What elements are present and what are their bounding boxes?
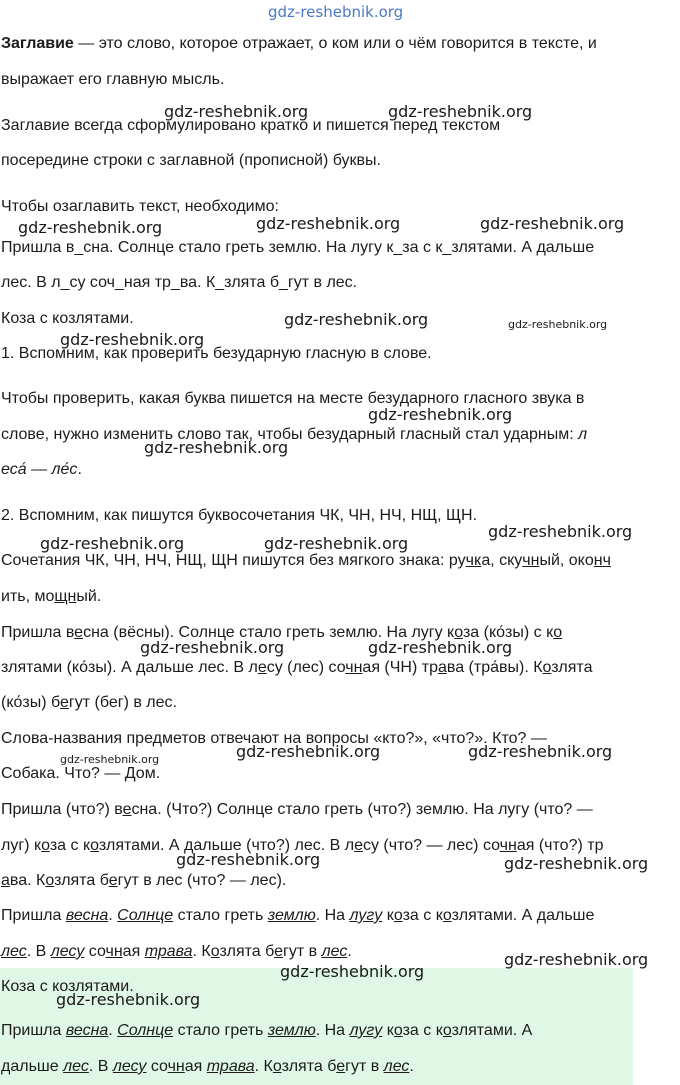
watermark: gdz-reshebnik.org [60,330,205,349]
final-text-line-2: дальше лес. В лесу сочная трава. Козлята бегут в лес. [1,1058,414,1075]
step-1-example: еса́ — ле́с. [1,461,82,478]
exercise-text-line-1: Пришла в_сна. Солнце стало греть землю. На лугу к_за с к_злятами. А дальше [1,239,595,256]
checked-text-line-2: злятами (ко́зы). А дальше лес. В лесу (лес) сочная (ЧН) трава (тра́вы). Козлята [1,659,593,676]
final-text-line-1: Пришла весна. Солнце стало греть землю. На лугу коза с козлятами. А [1,1022,533,1039]
watermark: gdz-reshebnik.org [480,214,625,233]
watermark: gdz-reshebnik.org [504,950,649,969]
final-title: Коза с козлятами. [1,978,134,995]
watermark: gdz-reshebnik.org [176,850,321,869]
watermark: gdz-reshebnik.org [40,534,185,553]
watermark: gdz-reshebnik.org [388,102,533,121]
questions-text-line-3: ава. Козлята бегут в лес (что? — лес). [1,872,287,889]
task-intro: Чтобы озаглавить текст, необходимо: [1,198,279,215]
watermark: gdz-reshebnik.org [256,214,401,233]
nouns-rule-line-2: Собака. Что? — Дом. [1,765,161,782]
watermark: gdz-reshebnik.org [280,962,425,981]
watermark: gdz-reshebnik.org [284,310,429,329]
rule-line-2: посередине строки с заглавной (прописной) буквы. [1,152,381,169]
questions-text-line-1: Пришла (что?) весна. (Что?) Солнце стало греть (что?) землю. На лугу (что? — [1,801,593,818]
watermark-small: gdz-reshebnik.org [60,753,160,766]
marked-text-line-2: лес. В лесу сочная трава. Козлята бегут в лес. [1,943,352,960]
watermark: gdz-reshebnik.org [140,638,285,657]
step-1-text-line-1: Чтобы проверить, какая буква пишется на месте безударного гласного звука в [1,390,585,407]
definition-line-1: Заглавие — это слово, которое отражает, о ком или о чём говорится в тексте, и [1,35,597,52]
rule-line-1: Заглавие всегда сформулировано кратко и пишется перед текстом [1,117,501,134]
watermark: gdz-reshebnik.org [236,742,381,761]
checked-text-line-1: Пришла весна (вёсны). Солнце стало греть землю. На лугу коза (ко́зы) с ко [1,624,563,641]
step-1-heading: 1. Вспомним, как проверить безударную гласную в слове. [1,345,432,362]
checked-text-line-3: (ко́зы) бегут (бег) в лес. [1,694,177,711]
watermark: gdz-reshebnik.org [164,102,309,121]
exercise-text-line-2: лес. В л_су соч_ная тр_ва. К_злята б_гут в лес. [1,274,358,291]
watermark: gdz-reshebnik.org [368,405,513,424]
term-zaglavie: Заглавие [1,35,74,52]
watermark: gdz-reshebnik.org [488,522,633,541]
watermark: gdz-reshebnik.org [468,742,613,761]
watermark-top: gdz-reshebnik.org [268,3,404,21]
watermark: gdz-reshebnik.org [504,854,649,873]
watermark: gdz-reshebnik.org [56,990,201,1009]
marked-text-line-1: Пришла весна. Солнце стало греть землю. На лугу коза с козлятами. А дальше [1,907,595,924]
questions-text-line-2: луг) коза с козлятами. А дальше (что?) лес. В лесу (что? — лес) сочная (что?) тр [1,837,604,854]
step-2-text-line-2: ить, мощный. [1,588,102,605]
watermark-small: gdz-reshebnik.org [508,318,608,331]
step-1-text-line-2: слове, нужно изменить слово так, чтобы безударный гласный стал ударным: л [1,426,588,443]
definition-line-2: выражает его главную мысль. [1,71,225,88]
watermark: gdz-reshebnik.org [264,534,409,553]
watermark: gdz-reshebnik.org [144,438,289,457]
step-2-heading: 2. Вспомним, как пишутся буквосочетания ЧК, ЧН, НЧ, НЩ, ЩН. [1,507,478,524]
step-2-text-line-1: Сочетания ЧК, ЧН, НЧ, НЩ, ЩН пишутся без мягкого знака: ручка, скучный, оконч [1,552,611,569]
watermark: gdz-reshebnik.org [368,638,513,657]
watermark: gdz-reshebnik.org [18,218,163,237]
title-answer-1: Коза с козлятами. [1,310,134,327]
nouns-rule-line-1: Слова-названия предметов отвечают на вопросы «кто?», «что?». Кто? — [1,730,547,747]
